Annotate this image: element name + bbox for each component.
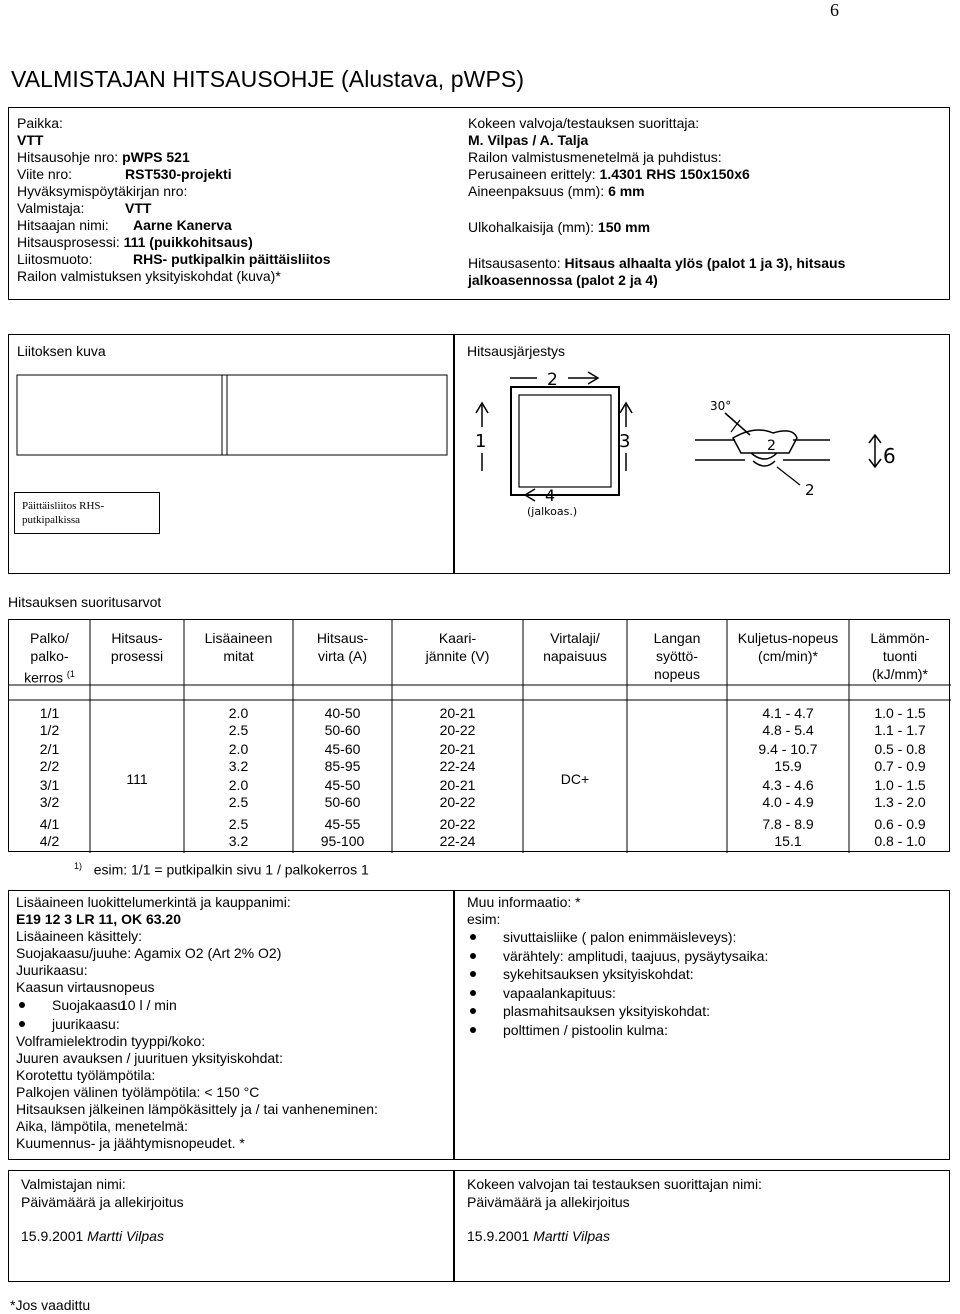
header-pass-3-text: kerros <box>24 669 63 686</box>
joint-caption-line1: Päittäisliitos RHS- <box>22 500 105 512</box>
shield-flow-label: Suojakaasu <box>52 997 126 1013</box>
table-cell-pass: 3/2 <box>39 794 60 810</box>
rhs-beam-outline <box>17 375 447 455</box>
table-cell-current: 45-50 <box>324 777 361 793</box>
joint-drawing <box>9 335 455 575</box>
table-cell-voltage: 20-21 <box>439 705 476 721</box>
table-cell-voltage: 20-22 <box>439 816 476 832</box>
process-label: Hitsausprosessi: <box>17 234 124 250</box>
tube-inner <box>519 395 611 487</box>
header-current-2: virta (A) <box>318 648 367 664</box>
table-cell-pass: 4/2 <box>39 833 60 849</box>
table-cell-current: 45-55 <box>324 816 361 832</box>
table-cell-current: 45-60 <box>324 741 361 757</box>
welder-name <box>17 217 447 234</box>
page-number: 6 <box>830 0 839 20</box>
ref-label: Viite nro: <box>17 166 72 182</box>
preheat: Korotettu työlämpötila: <box>16 1067 156 1083</box>
welding-position <box>468 255 938 272</box>
joint-caption-box <box>14 492 160 534</box>
root-details: Juuren avauksen / juurituen yksityiskohdat: <box>16 1050 283 1066</box>
list-item: sivuttaisliike ( palon enimmäisleveys): <box>467 928 937 947</box>
table-cell-filler: 2.0 <box>228 777 249 793</box>
header-filler-2: mitat <box>223 648 254 664</box>
table-cell-heat: 0.7 - 0.9 <box>874 758 926 774</box>
header-wire-speed-1: Langan <box>653 630 701 646</box>
sig-inspector-name: Martti Vilpas <box>533 1228 610 1244</box>
table-cell-voltage: 20-21 <box>439 777 476 793</box>
root-flow-label: juurikaasu: <box>52 1015 120 1032</box>
shield-flow-value: 10 l / min <box>120 997 177 1013</box>
header-heat-input-3: (kJ/mm)* <box>872 666 928 682</box>
wps-value: pWPS 521 <box>122 149 190 165</box>
gas-flow: Kaasun virtausnopeus <box>16 979 155 995</box>
sig-maker-signature <box>21 1228 164 1245</box>
signature-maker-section <box>8 1170 454 1282</box>
header-heat-input <box>849 629 951 683</box>
list-item <box>16 1015 446 1034</box>
header-voltage <box>392 629 523 665</box>
table-cell-current: 50-60 <box>324 794 361 810</box>
wps-label: Hitsausohje nro: <box>17 149 123 165</box>
table-cell-heat: 1.3 - 2.0 <box>874 794 926 810</box>
time-temp: Aika, lämpötila, menetelmä: <box>16 1118 188 1134</box>
signature-inspector-section <box>454 1170 950 1282</box>
tube-outer <box>511 387 619 495</box>
cooling-rates: Kuumennus- ja jäähtymisnopeudet. * <box>16 1135 245 1151</box>
table-cell-travel: 15.9 <box>774 758 802 774</box>
joint-caption-line2: putkipalkissa <box>22 514 81 526</box>
header-wire-speed-2: syöttö- <box>655 648 698 664</box>
filler-class-value: E19 12 3 LR 11, OK 63.20 <box>16 911 181 927</box>
weld-bead-root-2 <box>753 461 775 466</box>
header-travel-speed-2: (cm/min)* <box>758 648 818 664</box>
table-cell-pass: 2/2 <box>39 758 60 774</box>
base-value: 1.4301 RHS 150x150x6 <box>599 166 750 182</box>
weld-sequence-sketch <box>455 335 951 575</box>
welder-label: Hitsaajan nimi: <box>17 217 109 233</box>
table-cell-pass: 1/1 <box>39 705 60 721</box>
header-process-1: Hitsaus- <box>111 630 163 646</box>
header-pass <box>9 629 90 687</box>
list-item <box>16 996 446 1015</box>
weld-bead-cap <box>733 430 797 453</box>
maker-value: VTT <box>125 200 152 216</box>
table-cell-filler: 3.2 <box>228 758 249 774</box>
process-value: 111 (puikkohitsaus) <box>123 234 253 250</box>
header-wire-speed <box>627 629 727 683</box>
table-cell-filler: 2.5 <box>228 722 249 738</box>
sketch-label-angle: 30° <box>710 399 732 413</box>
sketch-label-left: 1 <box>475 431 487 452</box>
header-process <box>90 629 184 665</box>
header-current-type <box>523 629 627 665</box>
table-cell-current: 50-60 <box>324 722 361 738</box>
joint-picture-label: Liitoksen kuva <box>17 343 106 359</box>
pwht: Hitsauksen jälkeinen lämpökäsittely ja / tai vanheneminen: <box>16 1101 378 1117</box>
groove-prep: Railon valmistusmenetelmä ja puhdistus: <box>468 149 722 165</box>
diameter-value: 150 mm <box>597 219 651 235</box>
position-label: Hitsausasento: <box>468 255 565 271</box>
joint-value: RHS- putkipalkin päittäisliitos <box>133 251 331 267</box>
page-title: VALMISTAJAN HITSAUSOHJE (Alustava, pWPS) <box>11 66 525 92</box>
sketch-label-bead-inner: 2 <box>767 438 776 454</box>
list-item: sykehitsauksen yksityiskohdat: <box>467 965 937 984</box>
table-cell-heat: 0.5 - 0.8 <box>874 741 926 757</box>
header-current-type-2: napaisuus <box>543 648 607 664</box>
table-cell-heat: 1.1 - 1.7 <box>874 722 926 738</box>
table-cell-filler: 2.0 <box>228 741 249 757</box>
table-cell-travel: 9.4 - 10.7 <box>758 741 818 757</box>
footnote-text: esim: 1/1 = putkipalkin sivu 1 / palkokerros 1 <box>93 861 369 878</box>
sig-maker-date: 15.9.2001 <box>21 1228 88 1244</box>
place-value: VTT <box>17 132 44 148</box>
manufacturer <box>17 200 447 217</box>
table-cell-travel: 4.8 - 5.4 <box>762 722 814 738</box>
table-cell-heat: 0.8 - 1.0 <box>874 833 926 849</box>
reference-number <box>17 166 447 183</box>
header-voltage-2: jännite (V) <box>425 648 490 664</box>
header-pass-3 <box>9 665 90 687</box>
sketch-label-bottom-note: (jalkoas.) <box>527 505 578 518</box>
header-wire-speed-3: nopeus <box>654 666 700 682</box>
list-item: värähtely: amplitudi, taajuus, pysäytysaika: <box>467 947 937 966</box>
table-cell-voltage: 22-24 <box>439 833 476 849</box>
process-value-cell: 111 <box>126 771 148 787</box>
thickness-label: Aineenpaksuus (mm): <box>468 183 609 199</box>
header-current-type-1: Virtalaji/ <box>550 630 600 646</box>
table-cell-voltage: 20-21 <box>439 741 476 757</box>
header-section <box>8 107 950 300</box>
footnote-sup: 1) <box>74 861 83 871</box>
current-type-value-cell: DC+ <box>560 771 590 787</box>
list-item: plasmahitsauksen yksityiskohdat: <box>467 1002 937 1021</box>
table-cell-travel: 4.1 - 4.7 <box>762 705 814 721</box>
welding-process <box>17 234 447 251</box>
table-cell-pass: 4/1 <box>39 816 60 832</box>
position-value-2: jalkoasennossa (palot 2 ja 4) <box>468 272 658 288</box>
gas-flow-list <box>16 996 446 1033</box>
inspector-label: Kokeen valvoja/testauksen suorittaja: <box>468 115 700 131</box>
table-title: Hitsauksen suoritusarvot <box>8 594 162 610</box>
material-thickness <box>468 183 938 200</box>
header-pass-1: Palko/ <box>30 630 69 646</box>
header-filler <box>184 629 293 665</box>
header-current <box>293 629 392 665</box>
sig-maker-name: Martti Vilpas <box>87 1228 164 1244</box>
sig-inspector-signature <box>467 1228 610 1245</box>
other-info-list <box>467 928 937 1039</box>
table-cell-travel: 4.3 - 4.6 <box>762 777 814 793</box>
list-item: vapaalankapituus: <box>467 984 937 1003</box>
inspector-value: M. Vilpas / A. Talja <box>468 132 589 148</box>
sig-inspector-date: 15.9.2001 <box>467 1228 534 1244</box>
header-pass-2: palko- <box>30 648 69 664</box>
sketch-label-thickness: 6 <box>883 444 896 468</box>
table-cell-current: 40-50 <box>324 705 361 721</box>
table-cell-travel: 4.0 - 4.9 <box>762 794 814 810</box>
header-voltage-1: Kaari- <box>438 630 477 646</box>
sketch-label-bead-outer: 2 <box>805 481 815 499</box>
ref-value: RST530-projekti <box>125 166 232 182</box>
sig-inspector-sub: Päivämäärä ja allekirjoitus <box>467 1194 630 1210</box>
sketch-label-bottom: 4 <box>545 486 556 505</box>
table-cell-current: 85-95 <box>324 758 361 774</box>
place-label: Paikka: <box>17 115 63 131</box>
weld-sequence-section <box>454 334 950 574</box>
diameter-label: Ulkohalkaisija (mm): <box>468 219 598 235</box>
root-gas: Juurikaasu: <box>16 962 88 978</box>
header-right <box>468 115 938 289</box>
table-cell-heat: 0.6 - 0.9 <box>874 816 926 832</box>
sketch-label-right: 3 <box>619 431 631 452</box>
sig-inspector-label: Kokeen valvojan tai testauksen suorittajan nimi: <box>467 1176 762 1192</box>
table-cell-heat: 1.0 - 1.5 <box>874 705 926 721</box>
leader-line <box>777 467 800 485</box>
header-heat-input-1: Lämmön- <box>870 630 930 646</box>
table-cell-pass: 3/1 <box>39 777 60 793</box>
table-cell-filler: 2.5 <box>228 816 249 832</box>
header-pass-sup: (1 <box>66 669 75 679</box>
thickness-value: 6 mm <box>608 183 645 199</box>
table-cell-filler: 2.0 <box>228 705 249 721</box>
table-cell-voltage: 20-22 <box>439 794 476 810</box>
header-heat-input-2: tuonti <box>882 648 918 664</box>
header-travel-speed-1: Kuljetus-nopeus <box>737 630 839 646</box>
table-cell-pass: 2/1 <box>39 741 60 757</box>
welding-parameters-table <box>8 619 950 852</box>
table-cell-pass: 1/2 <box>39 722 60 738</box>
joint-type <box>17 251 447 268</box>
other-info-example: esim: <box>467 911 501 927</box>
shielding-gas: Suojakaasu/juuhe: Agamix O2 (Art 2% O2) <box>16 945 282 961</box>
maker-label: Valmistaja: <box>17 200 85 216</box>
weld-sequence-label: Hitsausjärjestys <box>467 343 566 359</box>
table-cell-travel: 15.1 <box>774 833 802 849</box>
header-current-1: Hitsaus- <box>316 630 369 646</box>
filler-class-label: Lisäaineen luokittelumerkintä ja kauppanimi: <box>16 894 291 910</box>
table-footnote <box>74 858 369 879</box>
consumables-section <box>8 890 454 1160</box>
consumables-content <box>16 894 446 1152</box>
outer-diameter <box>468 219 938 236</box>
filler-handling: Lisäaineen käsittely: <box>16 928 143 944</box>
header-process-2: prosessi <box>110 648 164 664</box>
tungsten-electrode: Volframielektrodin tyyppi/koko: <box>16 1033 206 1049</box>
sig-maker-label: Valmistajan nimi: <box>21 1176 126 1192</box>
header-filler-1: Lisäaineen <box>204 630 273 646</box>
table-cell-filler: 3.2 <box>228 833 249 849</box>
groove-details: Railon valmistuksen yksityiskohdat (kuva)* <box>17 268 281 284</box>
sig-maker-sub: Päivämäärä ja allekirjoitus <box>21 1194 184 1210</box>
welder-value: Aarne Kanerva <box>133 217 232 233</box>
table-cell-current: 95-100 <box>320 833 365 849</box>
other-info-label: Muu informaatio: * <box>467 894 581 910</box>
interpass-temp: Palkojen välinen työlämpötila: < 150 °C <box>16 1084 260 1100</box>
joint-label: Liitosmuoto: <box>17 251 93 267</box>
position-value-1: Hitsaus alhaalta ylös (palot 1 ja 3), hitsaus <box>564 255 846 271</box>
list-item: polttimen / pistoolin kulma: <box>467 1021 937 1040</box>
other-info-content <box>467 894 937 1039</box>
table-cell-heat: 1.0 - 1.5 <box>874 777 926 793</box>
joint-picture-section <box>8 334 454 574</box>
approval-record: Hyväksymispöytäkirjan nro: <box>17 183 188 199</box>
header-left <box>17 115 447 285</box>
table-cell-voltage: 22-24 <box>439 758 476 774</box>
table-cell-filler: 2.5 <box>228 794 249 810</box>
footer-note: *Jos vaadittu <box>10 1297 91 1313</box>
other-info-section <box>454 890 950 1160</box>
base-material <box>468 166 938 183</box>
header-travel-speed <box>727 629 849 665</box>
base-label: Perusaineen erittely: <box>468 166 600 182</box>
table-cell-travel: 7.8 - 8.9 <box>762 816 814 832</box>
sketch-label-top: 2 <box>547 370 558 390</box>
table-cell-voltage: 20-22 <box>439 722 476 738</box>
wps-number <box>17 149 447 166</box>
